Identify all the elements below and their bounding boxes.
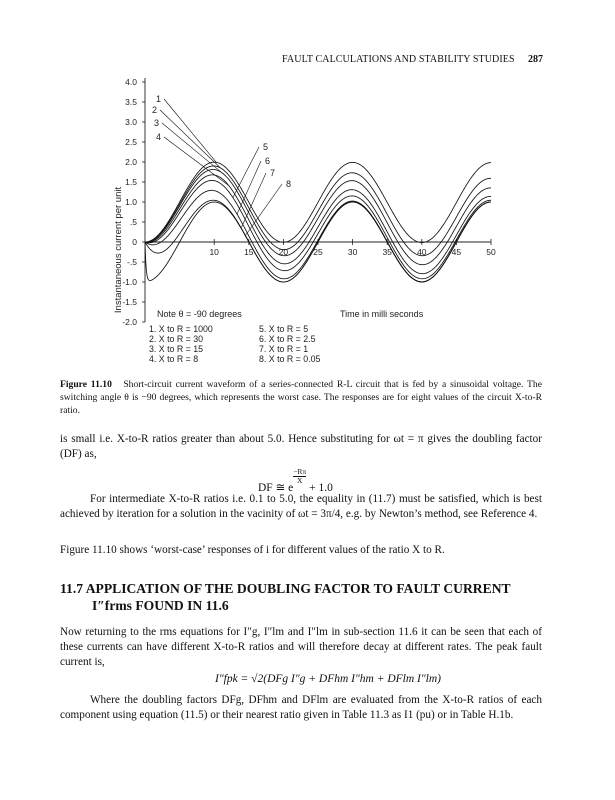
legend-right: 8. X to R = 0.05	[259, 354, 321, 364]
equation-df-exp: −Rπ	[293, 467, 307, 476]
series-4-leader	[164, 137, 229, 186]
series-3-label: 3	[154, 118, 160, 128]
legend-right: 7. X to R = 1	[259, 344, 309, 354]
series-2-label: 2	[152, 105, 158, 115]
y-tick-label: -1.0	[122, 277, 137, 287]
x-axis-label: Time in milli seconds	[340, 309, 424, 319]
y-tick-label: .5	[129, 217, 137, 227]
x-tick-label: 50	[486, 247, 496, 257]
y-tick-label: 2.5	[125, 137, 137, 147]
x-tick-label: 45	[451, 247, 462, 257]
legend-right: 6. X to R = 2.5	[259, 334, 316, 344]
x-tick-label: 20	[278, 247, 289, 257]
paragraph-rms: Now returning to the rms equations for I″g, I″lm and I″lm in sub-section 11.6 it can be seen that each of these currents can have different X-to-R ratios and will therefore decay at different rates. The peak fault current is,	[60, 626, 542, 668]
x-tick-label: 25	[313, 247, 323, 257]
page-number: 287	[528, 54, 543, 65]
equation-peak: I″fpk = √2(DFg I″g + DFhm I″hm + DFlm I″lm)	[215, 673, 442, 685]
x-tick-label: 40	[417, 247, 427, 257]
series-5-label: 5	[263, 142, 269, 152]
equation-df-den: X	[297, 476, 303, 485]
legend-left: 1. X to R = 1000	[149, 324, 213, 334]
series-7-label: 7	[270, 168, 276, 178]
y-tick-label: 4.0	[125, 77, 137, 87]
y-axis-label: Instantaneous current per unit	[113, 186, 124, 314]
series-4-label: 4	[156, 132, 162, 142]
y-tick-label: 3.0	[125, 117, 137, 127]
caption-text: Short-circuit current waveform of a series-connected R-L circuit that is fed by a sinusoidal voltage. The switching angle θ is −90 degrees, which represents the worst case. The responses are for eight values of the circuit X-to-R ratio.	[60, 379, 542, 416]
legend-right: 5. X to R = 5	[259, 324, 309, 334]
x-tick-label: 35	[382, 247, 392, 257]
series-1-label: 1	[156, 94, 162, 104]
figure-caption	[60, 378, 542, 417]
series-1-leader	[164, 99, 216, 162]
legend-left: 2. X to R = 30	[149, 334, 204, 344]
y-tick-label: -2.0	[122, 317, 137, 327]
x-tick-label: 15	[244, 247, 254, 257]
chart-axes	[145, 78, 491, 322]
legend-left: 4. X to R = 8	[149, 354, 199, 364]
caption-label: Figure 11.10	[60, 379, 112, 390]
chart-series	[145, 162, 491, 282]
paragraph-doubling-factor: is small i.e. X-to-R ratios greater than about 5.0. Hence substituting for ωt = π gives the doubling factor (DF) as,	[60, 433, 542, 460]
y-tick-label: 1.0	[125, 197, 137, 207]
y-tick-label: 3.5	[125, 97, 137, 107]
y-tick-label: 1.5	[125, 177, 137, 187]
equation-df	[258, 468, 333, 494]
x-tick-label: 10	[209, 247, 219, 257]
series-5-line	[145, 180, 491, 278]
y-tick-label: 2.0	[125, 157, 137, 167]
series-2-leader	[160, 110, 220, 168]
series-8-label: 8	[286, 179, 292, 189]
series-1-line	[145, 162, 491, 242]
legend-left: 3. X to R = 15	[149, 344, 204, 354]
equation-df-lhs: DF ≅ e	[258, 482, 294, 494]
chart-legend	[149, 324, 320, 364]
paragraph-figure-ref: Figure 11.10 shows ‘worst-case’ responses of i for different values of the ratio X to R.	[60, 544, 445, 556]
running-title: FAULT CALCULATIONS AND STABILITY STUDIES	[282, 54, 515, 65]
series-6-label: 6	[265, 156, 271, 166]
series-4-line	[145, 175, 491, 274]
note-theta: Note θ = -90 degrees	[157, 309, 242, 319]
section-title-line2: I″frms FOUND IN 11.6	[92, 598, 229, 613]
x-tick-label: 30	[347, 247, 358, 257]
chart-ticks	[122, 77, 496, 327]
fault-current-chart	[0, 62, 615, 374]
equation-df-rhs: + 1.0	[309, 482, 333, 494]
y-tick-label: -.5	[127, 257, 137, 267]
series-8-leader	[245, 184, 282, 236]
section-title-line1: APPLICATION OF THE DOUBLING FACTOR TO FAULT CURRENT	[85, 581, 511, 596]
section-heading	[60, 580, 542, 614]
paragraph-intermediate: For intermediate X-to-R ratios i.e. 0.1 to 5.0, the equality in (11.7) must be satisfied, which is best achieved by iteration for a solution in the vacinity of ωt = 3π/4, e.g. by Newton’s method, see Reference 4.	[60, 493, 542, 520]
section-number: 11.7	[60, 581, 84, 596]
y-tick-label: -1.5	[122, 297, 137, 307]
paragraph-where: Where the doubling factors DFg, DFhm and DFlm are evaluated from the X-to-R ratios of each component using equation (11.5) or their nearest ratio given in Table 11.3 as I1 (pu) or in Table H.1b.	[60, 694, 542, 721]
series-3-leader	[162, 123, 225, 175]
y-tick-label: 0	[132, 237, 137, 247]
series-5-leader	[233, 147, 259, 198]
